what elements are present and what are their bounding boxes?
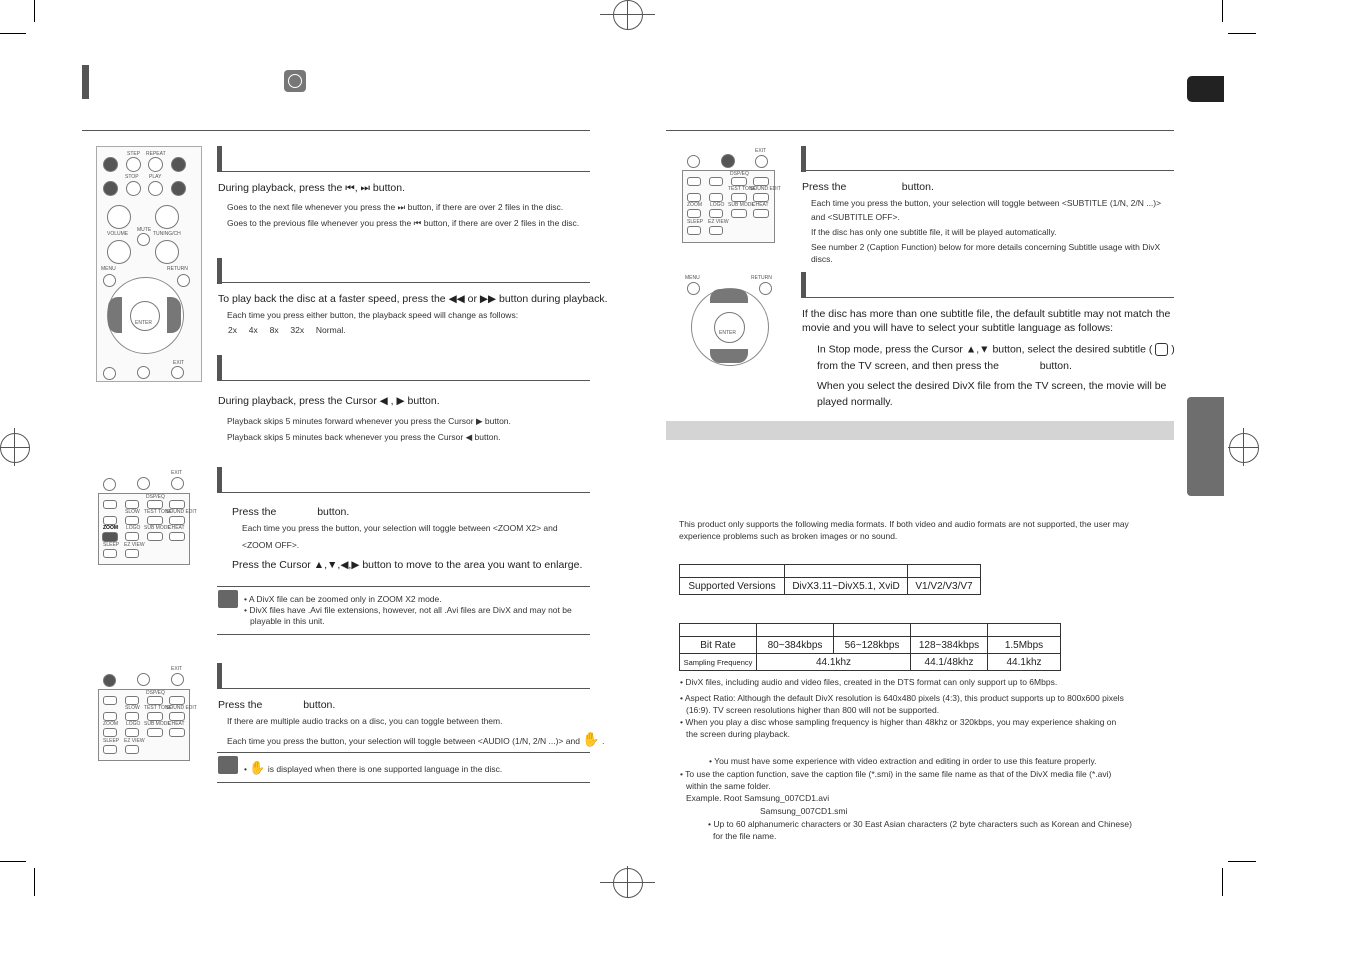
sleep-button-icon [687,226,701,235]
remote-label: RETURN [167,266,188,272]
remote-label: LOGO [126,525,141,531]
crop-mark [1228,33,1256,34]
sound-edit-button-icon [753,193,769,202]
registration-mark [0,447,30,448]
remote-label: TEST TONE [144,705,172,711]
crop-mark [1222,0,1223,22]
remote-label: SLEEP [687,219,704,225]
skip-forward-icon [171,157,186,172]
remote-label: EZ VIEW [124,738,145,744]
instruction-text: During playback, press the ⏮, ⏭ button. [218,182,406,194]
exit-button-icon [171,366,184,379]
paragraph-text: experience problems such as broken images or no sound. [679,531,898,541]
table-cell: 1.5Mbps [988,637,1061,654]
remote-label: SOUND EDIT [166,705,197,711]
enter-button-icon [130,301,160,331]
paragraph-text: movie and you will have to select your subtitle language as follows: [802,322,1114,334]
instruction-text: To play back the disc at a faster speed, press the ◀◀ or ▶▶ button during playback. [218,293,608,305]
detail-text: Each time you press either button, the playback speed will change as follows: [227,310,519,320]
registration-mark [0,433,30,463]
detail-text: Playback skips 5 minutes forward whenever you press the Cursor ▶ button. [227,416,511,426]
remote-illustration [96,146,202,382]
crop-mark [34,868,35,896]
detail-text: and <SUBTITLE OFF>. [811,212,900,222]
table-cell: Sampling Frequency [680,654,757,671]
step-text: from the TV screen, and then press the button. [817,360,1072,372]
logo-button-icon [709,209,723,218]
note-text: • You must have some experience with video extraction and editing in order to use this feature properly. [709,756,1097,766]
enter-button-icon [714,312,745,343]
detail-text: Each time you press the button, your selection will toggle between <SUBTITLE (1/N, 2/N ...)> [811,198,1162,208]
sleep-button-icon [103,745,117,754]
audio-button-icon [103,367,116,380]
remote-label: EXIT [171,666,183,672]
remote-label: SOUND EDIT [750,186,781,192]
mode-button-icon [103,696,117,705]
test-tone-button-icon [147,516,163,525]
remote-label: SUB MODE [728,202,755,208]
table-cell: 44.1/48khz [911,654,988,671]
table-cell: 44.1khz [757,654,911,671]
skip-back-icon: ⏮ [413,218,422,228]
step-text: played normally. [817,396,893,408]
remote-label: DSP/EQ [146,690,165,696]
menu-button-icon [103,274,116,287]
menu-button-icon [687,282,700,295]
registration-mark [1243,428,1244,466]
remote-label: LOGO [710,202,725,208]
remote-label: PLAY [149,174,162,180]
exit-button-icon [171,477,184,490]
cursor-up-down-icon: ▲,▼ [965,343,993,356]
remote-label: SLEEP [103,542,120,548]
dpad-up-highlight [710,289,748,303]
remote-label: EXIT [171,470,183,476]
remote-label: RETURN [751,275,772,281]
ez-view-button-icon [709,226,723,235]
remote-label: EXIT [173,360,185,366]
note-text: playable in this unit. [250,616,325,626]
note-text: • ✋ is displayed when there is one supported language in the disc. [244,760,503,775]
remote-label: ENTER [135,320,152,326]
note-rule [217,634,590,635]
remote-label: CHEAT [168,721,185,727]
note-text: • DivX files have .Avi file extensions, however, not all .Avi files are DivX and may not be [244,605,572,615]
info-button-icon [753,177,769,186]
mo-st-button-icon [103,712,117,721]
return-button-icon [759,282,772,295]
section-rule [801,297,1174,298]
tuning-up-icon [155,205,179,229]
remote-illustration [679,146,781,242]
note-text: the screen during playback. [686,729,790,739]
cheat-button-icon [169,728,185,737]
remote-label: MENU [685,275,700,281]
dpad-down-highlight [710,349,748,363]
mode-button-icon [687,177,701,186]
note-rule [217,752,590,753]
note-text: • Up to 60 alphanumeric characters or 30 East Asian characters (2 byte characters such as Korean and Chinese) [708,819,1132,829]
registration-mark [613,868,643,898]
remote-illustration [683,272,779,368]
instruction-text: Press the button. [802,181,934,193]
table-cell: Supported Versions [680,578,785,595]
sub-mode-button-icon [147,728,163,737]
fast-forward-icon [171,181,186,196]
chapter-tab [1187,397,1224,496]
rewind-icon: ◀◀ [448,293,468,305]
page-tab-top [1187,76,1224,102]
slow-button-icon [125,696,139,705]
exit-button-icon [171,673,184,686]
remote-label: SLEEP [103,738,120,744]
registration-mark [613,0,643,30]
note-text: • When you play a disc whose sampling frequency is higher than 48khz or 320kbps, you may experience shaking on [680,717,1117,727]
stop-icon [126,181,141,196]
note-text: • A DivX file can be zoomed only in ZOOM X2 mode. [244,594,442,604]
table-cell: DivX3.11~DivX5.1, XviD [785,578,908,595]
zoom-button-icon [102,532,118,542]
remote-label: ZOOM [687,202,702,208]
info-button-icon [169,696,185,705]
detail-text: discs. [811,254,833,264]
remote-label: ENTER [719,330,736,336]
audio-button-icon [103,478,116,491]
remote-illustration [97,470,197,564]
table-cell: 56~128kbps [834,637,911,654]
note-rule [217,782,590,783]
test-tone-button-icon [147,712,163,721]
crop-mark [34,0,35,22]
detail-text: Each time you press the button, your selection will toggle between <AUDIO (1/N, 2/N ...)> and ✋ . [227,731,605,747]
skip-back-icon [103,157,118,172]
header-rule [82,130,590,131]
audio-button-icon [687,155,700,168]
dsp-button-icon [147,696,163,705]
remote-label: LOGO [126,721,141,727]
section-bar [217,355,222,381]
note-text: Example. Root Samsung_007CD1.avi [686,793,830,803]
dsp-button-icon [147,500,163,509]
sound-edit-button-icon [169,516,185,525]
subtitle-icon [1155,343,1168,356]
detail-text: Playback skips 5 minutes back whenever you press the Cursor ◀ button. [227,432,501,442]
registration-mark [627,0,628,30]
zoom-button-icon [103,728,117,737]
subtitle-button-icon [137,477,150,490]
crop-mark [0,33,26,34]
logo-button-icon [125,532,139,541]
tuning-down-icon [155,240,179,264]
volume-up-icon [107,205,131,229]
mute-icon [137,233,150,246]
section-bar [801,146,806,172]
registration-mark [627,866,628,898]
table-cell: 44.1khz [988,654,1061,671]
remote-label: EZ VIEW [708,219,729,225]
hand-icon: ✋ [582,731,600,747]
dpad-left-highlight [108,297,122,333]
logo-button-icon [125,728,139,737]
video-format-table [679,564,981,595]
detail-text: Goes to the next file whenever you press the ⏭ button, if there are over 2 files in the disc. [227,202,564,212]
instruction-text: Press the button. [218,699,336,711]
remote-label: VOLUME [107,231,129,237]
test-tone-button-icon [731,193,747,202]
slow-button-icon [709,177,723,186]
return-button-icon [177,274,190,287]
dpad-right-highlight [167,297,181,333]
remote-label: SLOW [125,509,140,515]
note-rule [217,586,590,587]
note-text: (16:9). TV screen resolutions higher than 800 will not be supported. [686,705,940,715]
remote-label: STEP [127,151,141,157]
cursor-left-icon: ◀ [465,432,473,442]
remote-label: SUB MODE [144,525,171,531]
mo-st-button-icon [125,712,139,721]
instruction-text: Press the Cursor ▲,▼,◀,▶ button to move to the area you want to enlarge. [232,559,583,571]
detail-text: <ZOOM OFF>. [242,540,300,550]
step-text: In Stop mode, press the Cursor ▲,▼ button, select the desired subtitle ( ) [817,343,1175,356]
skip-forward-icon: ⏭ [397,202,406,212]
remote-label: CHEAT [168,525,185,531]
mode-button-icon [103,500,117,509]
section-bar [217,467,222,493]
section-rule [217,171,590,172]
ez-view-button-icon [125,745,139,754]
skip-back-icon: ⏮, ⏭ [345,182,373,194]
note-icon [218,756,238,774]
hand-icon: ✋ [249,760,266,775]
remote-label: EZ VIEW [124,542,145,548]
remote-label: EXIT [755,148,767,154]
remote-label: STOP [125,174,139,180]
remote-label: ZOOM [103,525,118,531]
play-pause-icon [148,181,163,196]
step-text: When you select the desired DivX file from the TV screen, the movie will be [817,380,1167,392]
detail-text: Goes to the previous file whenever you press the ⏮ button, if there are over 2 files in the disc. [227,218,580,228]
section-band [666,421,1174,440]
remote-label: SLOW [125,705,140,711]
detail-text: See number 2 (Caption Function) below for more details concerning Subtitle usage with DivX [811,242,1161,252]
section-rule [217,688,590,689]
cursor-left-right-icon: ◀ , ▶ [379,395,408,407]
note-text: for the file name. [713,831,777,841]
crop-mark [0,861,26,862]
note-text: • Aspect Ratio: Although the default DivX resolution is 640x480 pixels (4:3), this product supports up to 800x600 pixels [680,693,1124,703]
cursor-right-icon: ▶ [475,416,483,426]
detail-text: If the disc has only one subtitle file, it will be played automatically. [811,227,1057,237]
table-cell: Bit Rate [680,637,757,654]
disc-icon [284,70,306,92]
remote-label: MUTE [137,227,152,233]
audio-button-icon [103,674,116,687]
subtitle-button-icon [137,366,150,379]
table-cell: 80~384kbps [757,637,834,654]
dsp-button-icon [731,177,747,186]
remote-label: REPEAT [146,151,166,157]
header-rule [666,130,1174,131]
cursor-arrows-icon: ▲,▼,◀,▶ [313,559,363,571]
note-text: • DivX files, including audio and video files, created in the DTS format can only support up to 6Mbps. [680,677,1058,687]
ez-view-button-icon [125,549,139,558]
remote-label: DSP/EQ [730,171,749,177]
repeat-button-icon [148,157,163,172]
section-rule [217,492,590,493]
mo-st-button-icon [125,516,139,525]
remote-illustration [97,666,197,760]
instruction-text: Press the button. [232,506,350,518]
section-bar [801,272,806,298]
paragraph-text: This product only supports the following media formats. If both video and audio formats are not supported, the user may [679,519,1129,529]
detail-text: If there are multiple audio tracks on a disc, you can toggle between them. [227,716,503,726]
cheat-button-icon [753,209,769,218]
table-cell: V1/V2/V3/V7 [908,578,981,595]
audio-format-table [679,623,1061,671]
remote-label: TUNING/CH [153,231,181,237]
rewind-icon [103,181,118,196]
section-rule [217,380,590,381]
step-button-icon [126,157,141,172]
cheat-button-icon [169,532,185,541]
detail-text: Each time you press the button, your selection will toggle between <ZOOM X2> and [242,523,558,533]
paragraph-text: If the disc has more than one subtitle file, the default subtitle may not match the [802,308,1171,320]
table-cell: 128~384kbps [911,637,988,654]
registration-mark [1229,433,1259,463]
remote-label: SUB MODE [144,721,171,727]
registration-mark [14,428,15,466]
sound-edit-button-icon [169,712,185,721]
header-bar [82,65,89,99]
slow-button-icon [125,500,139,509]
fast-forward-icon: ▶▶ [479,293,499,305]
crop-mark [1228,861,1256,862]
volume-down-icon [107,240,131,264]
note-icon [218,590,238,608]
exit-button-icon [755,155,768,168]
remote-label: TEST TONE [728,186,756,192]
subtitle-button-icon [137,673,150,686]
note-text: • To use the caption function, save the caption file (*.smi) in the same file name as that of the DivX media file (*.avi) [680,769,1112,779]
remote-label: SOUND EDIT [166,509,197,515]
speed-list: 2x 4x 8x 32x Normal. [228,325,346,335]
sub-mode-button-icon [731,209,747,218]
section-bar [217,663,222,689]
remote-label: CHEAT [752,202,769,208]
section-rule [217,282,590,283]
note-text: within the same folder. [686,781,771,791]
section-bar [217,146,222,172]
mo-st-button-icon [709,193,723,202]
info-button-icon [169,500,185,509]
subtitle-button-icon [721,154,735,168]
mo-st-button-icon [687,193,701,202]
mo-st-button-icon [103,516,117,525]
zoom-button-icon [687,209,701,218]
note-text: Samsung_007CD1.smi [760,806,848,816]
sleep-button-icon [103,549,117,558]
crop-mark [1222,868,1223,896]
section-rule [801,170,1174,171]
remote-label: TEST TONE [144,509,172,515]
instruction-text: During playback, press the Cursor ◀ , ▶ button. [218,395,440,407]
section-bar [217,258,222,284]
remote-label: DSP/EQ [146,494,165,500]
remote-label: ZOOM [103,721,118,727]
remote-label: MENU [101,266,116,272]
sub-mode-button-icon [147,532,163,541]
